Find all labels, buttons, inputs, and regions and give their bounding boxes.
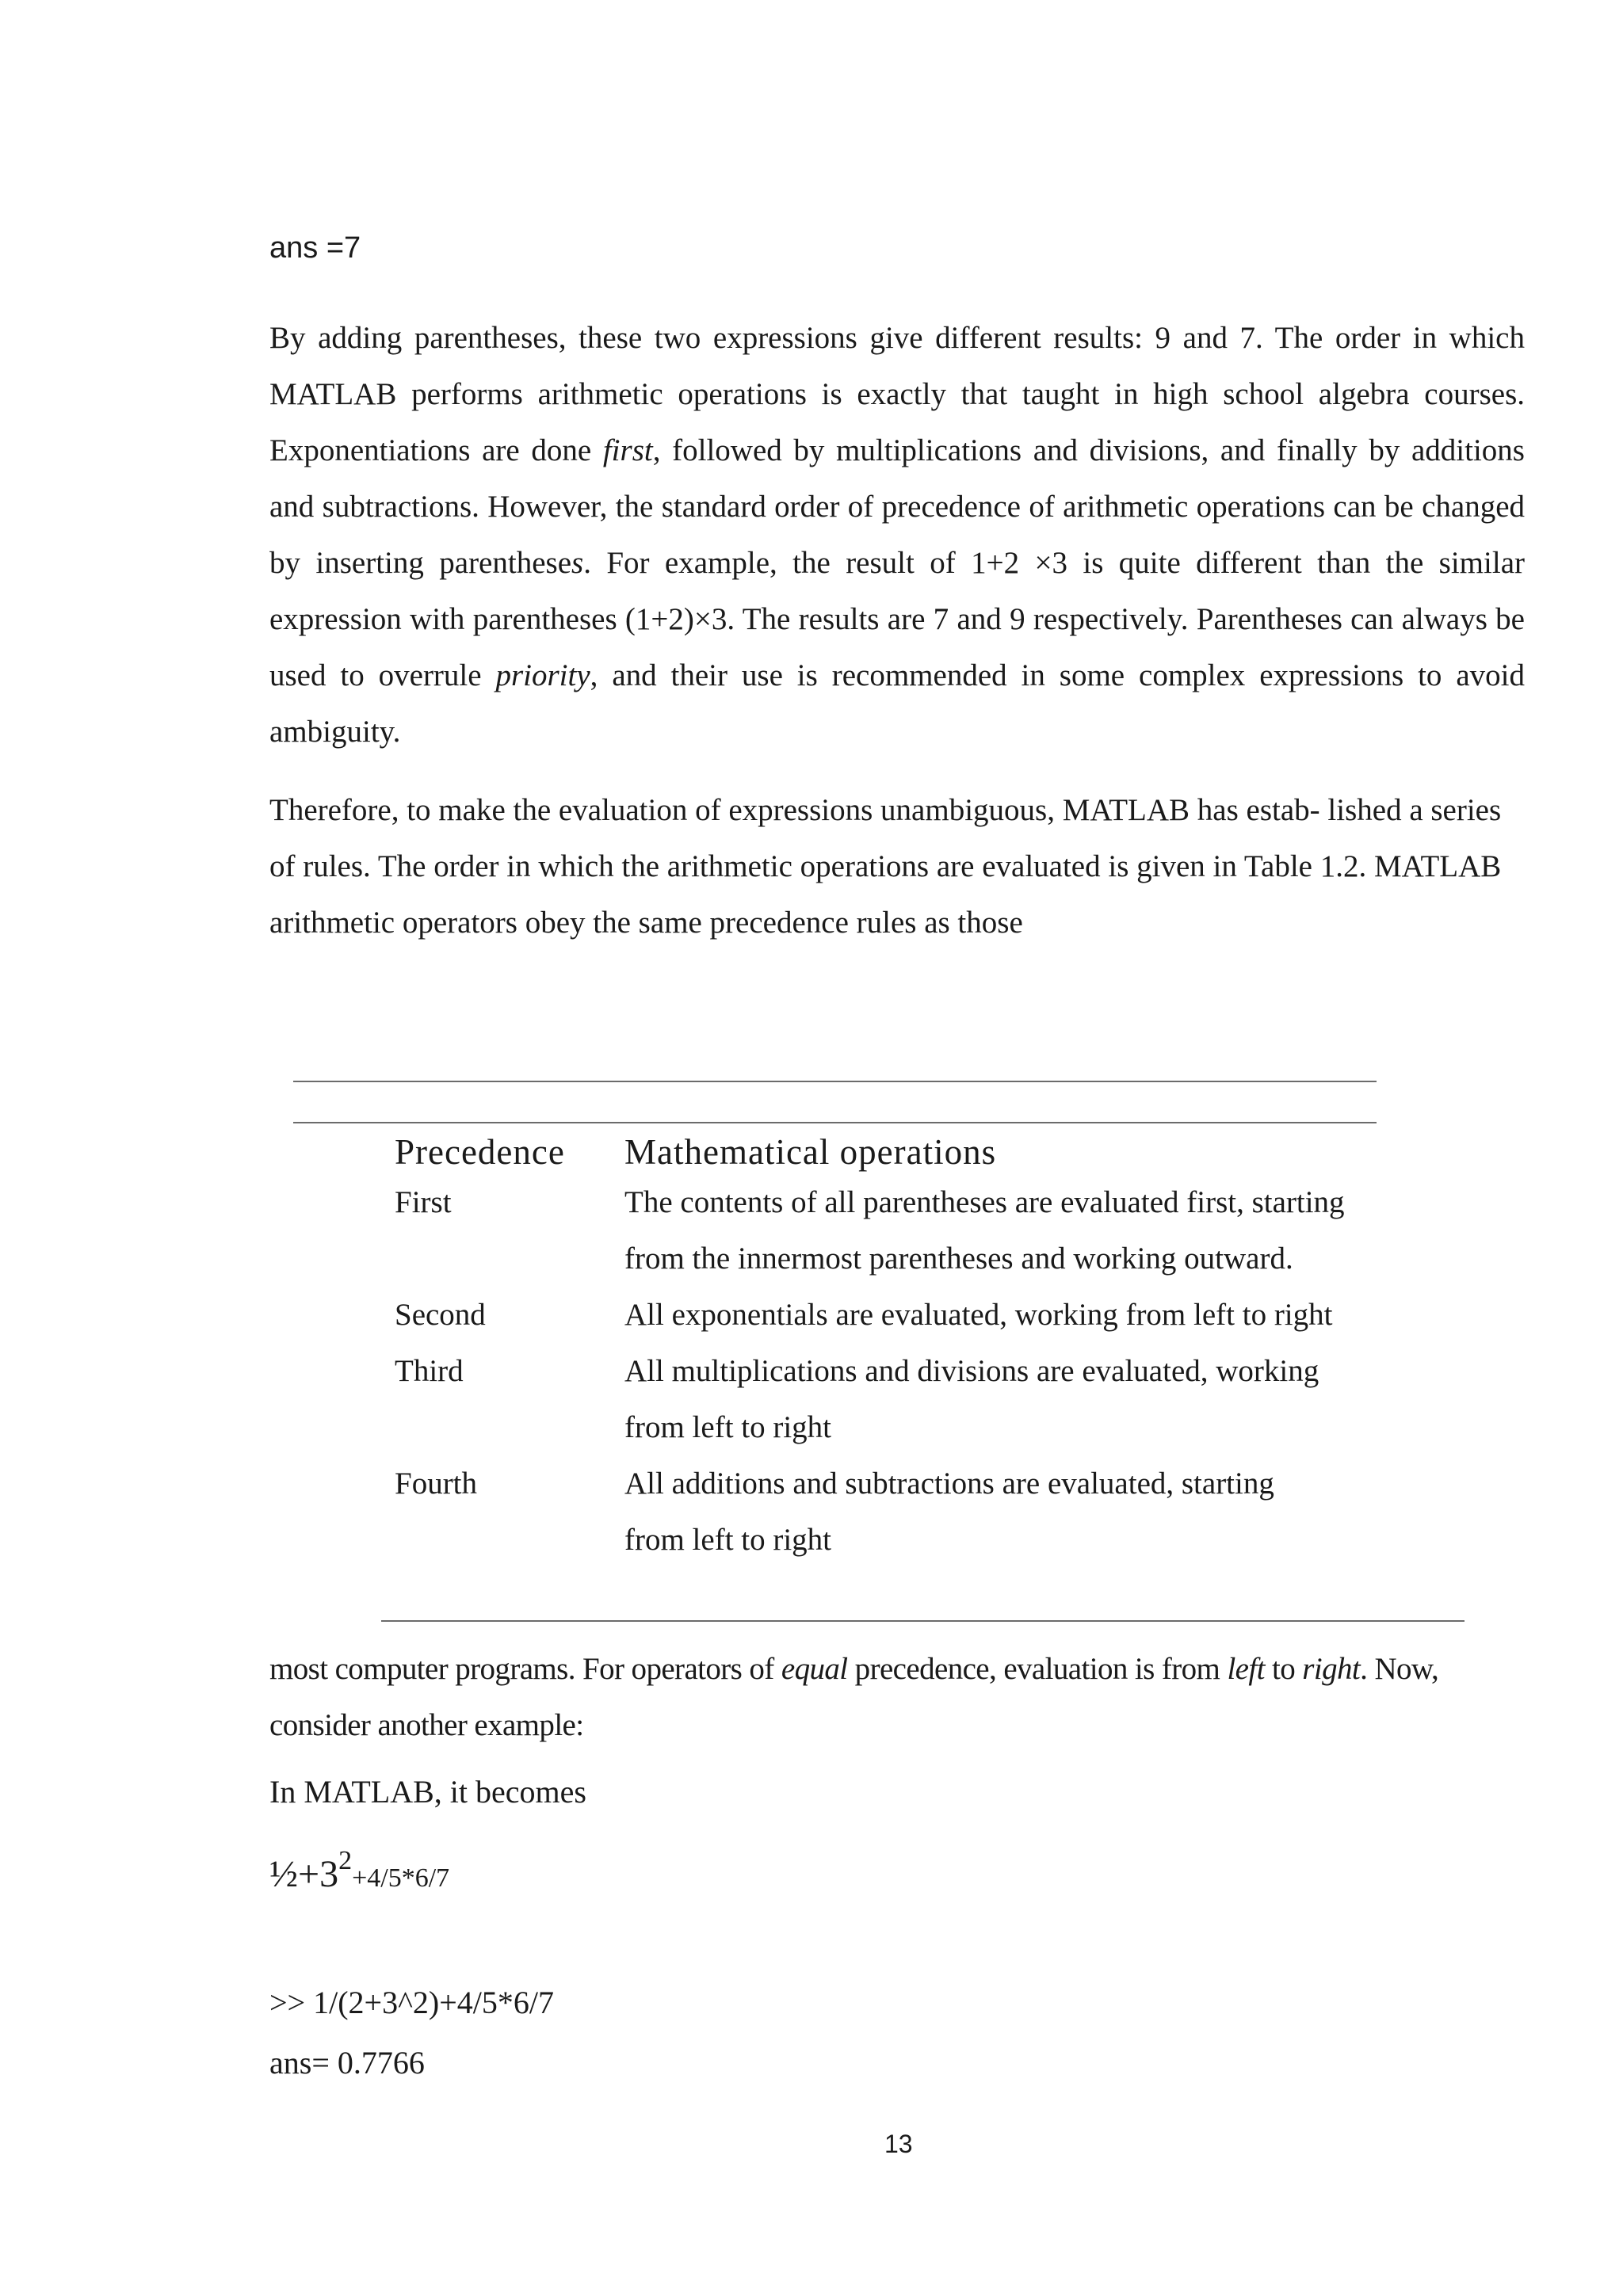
row-operation <box>624 1174 1425 1287</box>
para1-priority-emphasis: priority <box>495 658 590 692</box>
math-expression <box>269 1846 449 1896</box>
ans-output: ans =7 <box>269 231 361 265</box>
para1-text-d: , and their use is recommended in some complex expressions to avoid ambiguity. <box>269 658 1525 749</box>
table-header-rule <box>293 1122 1377 1123</box>
header-operations: Mathematical operations <box>624 1132 997 1172</box>
matlab-result: ans= 0.7766 <box>269 2045 425 2081</box>
precedence-table <box>395 1125 1425 1568</box>
para3-text-d: . Now, consider another example: <box>269 1652 1439 1742</box>
page-number: 13 <box>884 2130 913 2158</box>
table-row <box>395 1287 1425 1343</box>
operation-line: All exponentials are evaluated, working from left to right <box>624 1298 1333 1332</box>
para1-text-a: By adding parentheses, these two expressions give different results: 9 and 7. The order in which MATLAB performs arithmetic operations is exactly that taught in high school algebra courses. Exponentiations are done <box>269 321 1525 467</box>
table-top-rule <box>293 1081 1377 1082</box>
paragraph-order-of-operations <box>269 310 1525 760</box>
row-precedence: Fourth <box>395 1466 478 1501</box>
operation-line: All multiplications and divisions are evaluated, working <box>624 1354 1319 1388</box>
table-row <box>395 1343 1425 1455</box>
operation-line: from left to right <box>624 1410 832 1444</box>
row-precedence: Third <box>395 1354 464 1388</box>
math-base: ½+3 <box>269 1853 339 1895</box>
operation-line: All additions and subtractions are evaluated, starting <box>624 1466 1274 1501</box>
table-row <box>395 1174 1425 1287</box>
operation-line: from left to right <box>624 1523 832 1557</box>
para1-text-c: . For example, the result of 1+2 ×3 is quite different than the similar expression with parentheses (1+2)×3. The results are 7 and 9 respectively. Parentheses can always be used to overrule <box>269 546 1525 692</box>
row-operation <box>624 1287 1425 1343</box>
math-rest: +4/5*6/7 <box>352 1863 450 1893</box>
para3-text-b: precedence, evaluation is from <box>847 1652 1228 1686</box>
row-precedence: First <box>395 1185 452 1219</box>
table-header-row <box>395 1125 1425 1174</box>
para3-text-c: to <box>1264 1652 1303 1686</box>
header-precedence: Precedence <box>395 1132 565 1172</box>
row-precedence: Second <box>395 1298 486 1332</box>
para3-equal-emphasis: equal <box>781 1652 848 1686</box>
para3-text-a: most computer programs. For operators of <box>269 1652 781 1686</box>
table-row <box>395 1455 1425 1568</box>
para3-left-emphasis: left <box>1227 1652 1265 1686</box>
math-exponent: 2 <box>338 1846 353 1875</box>
table-bottom-rule <box>381 1620 1465 1622</box>
paragraph-rules-intro: Therefore, to make the evaluation of expressions unambiguous, MATLAB has estab- lished a series of rules. The order in which the arithmetic operations are evaluated is given in Table 1.2. MATLAB arithmetic operators obey the same precedence rules as those <box>269 793 1502 940</box>
para1-s-italic: s <box>571 546 584 580</box>
para1-first-emphasis: first <box>602 433 653 467</box>
matlab-command: >> 1/(2+3^2)+4/5*6/7 <box>269 1985 554 2020</box>
para1-text-b: , followed by multiplications and divisions, and finally by additions and subtractions. However, the standard order of precedence of arithmetic operations can be changed by inserting parenthese <box>269 433 1525 580</box>
operation-line: from the innermost parentheses and working outward. <box>624 1241 1293 1276</box>
operation-line: The contents of all parentheses are evaluated first, starting <box>624 1185 1345 1219</box>
row-operation <box>624 1343 1425 1455</box>
para3-right-emphasis: right <box>1302 1652 1361 1686</box>
row-operation <box>624 1455 1425 1568</box>
paragraph-equal-precedence <box>269 1641 1537 1753</box>
in-matlab-label: In MATLAB, it becomes <box>269 1774 586 1810</box>
